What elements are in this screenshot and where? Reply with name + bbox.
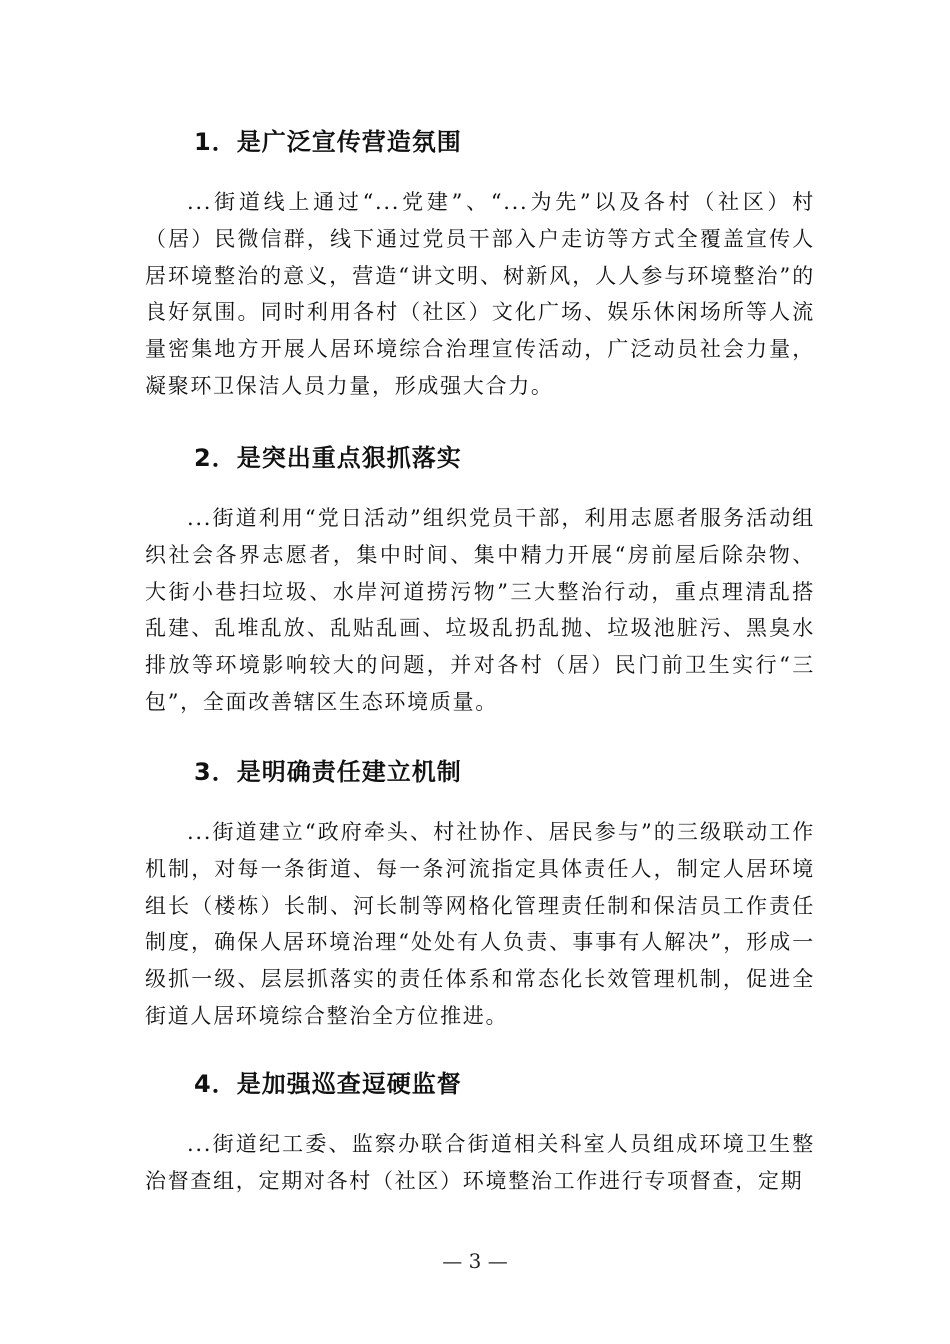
paragraph-2: ...街道利用“党日活动”组织党员干部，利用志愿者服务活动组织社会各界志愿者，集中时间、集中精力开展“房前屋后除杂物、大街小巷扫垃圾、水岸河道捞污物”三大整治行动，重点理清乱搭乱建、乱堆乱放、乱贴乱画、垃圾乱扔乱抛、垃圾池脏污、黑臭水排放等环境影响较大的问题，并对各村（居）民门前卫生实行“三包”，全面改善辖区生态环境质量。 xyxy=(145,506,815,714)
section-body-1 xyxy=(145,184,815,405)
section-heading-1: 1．是广泛宣传营造氛围 xyxy=(194,128,462,156)
section-body-2 xyxy=(145,500,815,721)
section-heading-4: 4．是加强巡查逗硬监督 xyxy=(194,1070,462,1098)
section-body-4 xyxy=(145,1126,815,1200)
section-body-3 xyxy=(145,814,815,1035)
section-heading-3: 3．是明确责任建立机制 xyxy=(194,758,462,786)
paragraph-1: ...街道线上通过“...党建”、“...为先”以及各村（社区）村（居）民微信群，线下通过党员干部入户走访等方式全覆盖宣传人居环境整治的意义，营造“讲文明、树新风，人人参与环境整治”的良好氛围。同时利用各村（社区）文化广场、娱乐休闲场所等人流量密集地方开展人居环境综合治理宣传活动，广泛动员社会力量，凝聚环卫保洁人员力量，形成强大合力。 xyxy=(145,190,815,398)
paragraph-3: ...街道建立“政府牵头、村社协作、居民参与”的三级联动工作机制，对每一条街道、每一条河流指定具体责任人，制定人居环境组长（楼栋）长制、河长制等网格化管理责任制和保洁员工作责任制度，确保人居环境治理“处处有人负责、事事有人解决”，形成一级抓一级、层层抓落实的责任体系和常态化长效管理机制，促进全街道人居环境综合整治全方位推进。 xyxy=(145,820,815,1028)
section-heading-2: 2．是突出重点狠抓落实 xyxy=(194,444,462,472)
paragraph-4: ...街道纪工委、监察办联合街道相关科室人员组成环境卫生整治督查组，定期对各村（社区）环境整治工作进行专项督查，定期 xyxy=(145,1132,815,1193)
page-number: — 3 — xyxy=(442,1249,508,1273)
